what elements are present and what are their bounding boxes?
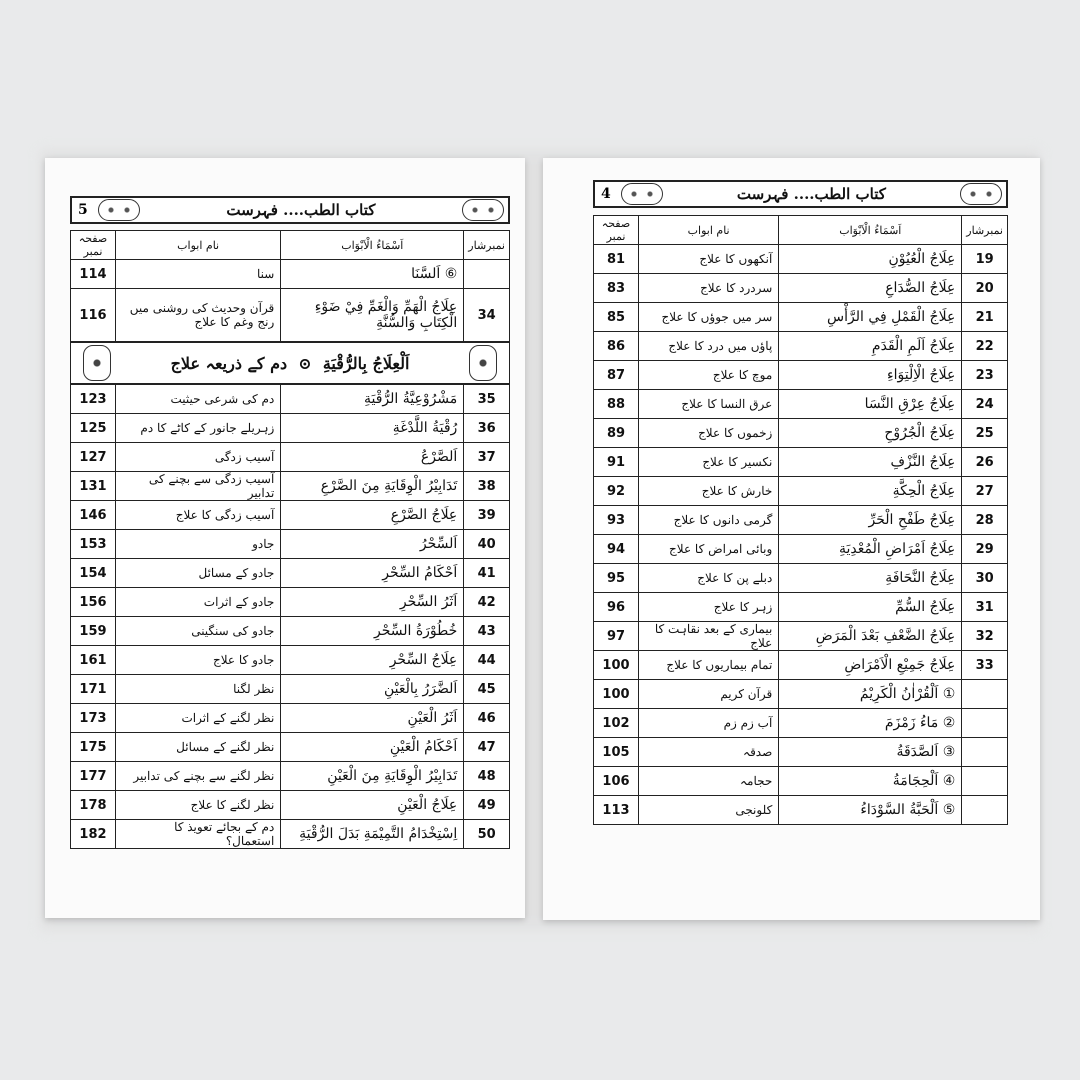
row-urdu-title: آنکھوں کا علاج: [639, 245, 779, 274]
page-header: [593, 180, 1008, 208]
row-number: 37: [464, 443, 510, 472]
table-row: [71, 762, 510, 791]
row-urdu-title: نظر لگنے کے مسائل: [116, 733, 281, 762]
table-row: [594, 738, 1008, 767]
row-arabic-title: ④ اَلْحِجَامَةُ: [779, 767, 962, 796]
row-arabic-title: عِلَاجُ عِرْقِ النَّسَا: [779, 390, 962, 419]
table-row: [594, 651, 1008, 680]
row-number: 26: [962, 448, 1008, 477]
table-row: [594, 506, 1008, 535]
row-urdu-title: سنا: [116, 260, 281, 289]
table-row: [71, 559, 510, 588]
row-arabic-title: تَدَابِيْرُ الْوِقَايَةِ مِنَ الْعَيْنِ: [281, 762, 464, 791]
row-urdu-title: جادو کے اثرات: [116, 588, 281, 617]
row-urdu-title: جادو کی سنگینی: [116, 617, 281, 646]
row-urdu-title: جادو کا علاج: [116, 646, 281, 675]
table-row: [594, 361, 1008, 390]
row-arabic-title: عِلَاجُ السُّمِّ: [779, 593, 962, 622]
page-4: [543, 158, 1040, 920]
row-urdu-title: کلونجی: [639, 796, 779, 825]
row-page-number: 161: [71, 646, 116, 675]
row-page-number: 83: [594, 274, 639, 303]
row-number: 47: [464, 733, 510, 762]
row-number: 21: [962, 303, 1008, 332]
row-arabic-title: عِلَاجُ الْعُيُوْنِ: [779, 245, 962, 274]
row-page-number: 105: [594, 738, 639, 767]
row-number: 49: [464, 791, 510, 820]
table-header-row: [71, 231, 510, 260]
ornament-icon: [960, 183, 1002, 205]
row-number: 42: [464, 588, 510, 617]
row-arabic-title: رُقْيَةُ اللَّدْغَةِ: [281, 414, 464, 443]
row-page-number: 131: [71, 472, 116, 501]
row-page-number: 125: [71, 414, 116, 443]
row-urdu-title: تمام بیماریوں کا علاج: [639, 651, 779, 680]
row-urdu-title: سردرد کا علاج: [639, 274, 779, 303]
table-row: [71, 617, 510, 646]
row-urdu-title: صدقہ: [639, 738, 779, 767]
row-page-number: 173: [71, 704, 116, 733]
row-arabic-title: عِلَاجُ اَمْرَاضِ الْمُعْدِيَةِ: [779, 535, 962, 564]
row-page-number: 178: [71, 791, 116, 820]
row-urdu-title: عرق النسا کا علاج: [639, 390, 779, 419]
col-urdu: نام ابواب: [116, 231, 281, 260]
row-number: [962, 738, 1008, 767]
table-row: [594, 448, 1008, 477]
banner-arabic: اَلْعِلَاجُ بِالرُّقْيَةِ: [322, 353, 410, 373]
table-row: [71, 791, 510, 820]
row-page-number: 127: [71, 443, 116, 472]
row-page-number: 100: [594, 651, 639, 680]
banner-separator: ⊙: [298, 353, 312, 373]
row-number: 28: [962, 506, 1008, 535]
row-page-number: 86: [594, 332, 639, 361]
row-arabic-title: ⑤ اَلْحَبَّةُ السَّوْدَاءُ: [779, 796, 962, 825]
row-urdu-title: جادو: [116, 530, 281, 559]
table-row: [71, 443, 510, 472]
table-row: [71, 733, 510, 762]
row-urdu-title: گرمی دانوں کا علاج: [639, 506, 779, 535]
row-arabic-title: عِلَاجُ الْاِلْتِوَاءِ: [779, 361, 962, 390]
row-arabic-title: ① اَلْقُرْاٰنُ الْكَرِيْمُ: [779, 680, 962, 709]
row-arabic-title: تَدَابِيْرُ الْوِقَايَةِ مِنَ الصَّرْعِ: [281, 472, 464, 501]
row-arabic-title: اَلسِّحْرُ: [281, 530, 464, 559]
row-arabic-title: اَلضَّرَرُ بِالْعَيْنِ: [281, 675, 464, 704]
row-page-number: 159: [71, 617, 116, 646]
ornament-icon: [98, 199, 140, 221]
row-page-number: 146: [71, 501, 116, 530]
col-num: نمبرشار: [464, 231, 510, 260]
table-row: [71, 675, 510, 704]
row-number: 44: [464, 646, 510, 675]
row-number: 22: [962, 332, 1008, 361]
row-urdu-title: آسیب زدگی: [116, 443, 281, 472]
contents-table: [593, 215, 1008, 825]
row-number: 30: [962, 564, 1008, 593]
table-row: [71, 704, 510, 733]
row-number: 43: [464, 617, 510, 646]
page-number: 5: [78, 202, 88, 218]
row-page-number: 88: [594, 390, 639, 419]
row-page-number: 94: [594, 535, 639, 564]
row-urdu-title: زہریلے جانور کے کاٹے کا دم: [116, 414, 281, 443]
row-urdu-title: پاؤں میں درد کا علاج: [639, 332, 779, 361]
row-page-number: 114: [71, 260, 116, 289]
table-row: [594, 593, 1008, 622]
row-arabic-title: اَلصَّرْعُ: [281, 443, 464, 472]
row-number: [962, 709, 1008, 738]
row-urdu-title: وبائی امراض کا علاج: [639, 535, 779, 564]
row-number: 25: [962, 419, 1008, 448]
row-urdu-title: خارش کا علاج: [639, 477, 779, 506]
row-urdu-title: نکسیر کا علاج: [639, 448, 779, 477]
row-page-number: 95: [594, 564, 639, 593]
table-header-row: [594, 216, 1008, 245]
row-page-number: 177: [71, 762, 116, 791]
row-number: 20: [962, 274, 1008, 303]
row-number: 34: [464, 289, 510, 343]
row-page-number: 91: [594, 448, 639, 477]
row-arabic-title: عِلَاجُ النَّحَافَةِ: [779, 564, 962, 593]
row-urdu-title: سر میں جوؤں کا علاج: [639, 303, 779, 332]
table-row: [594, 245, 1008, 274]
table-row: [594, 564, 1008, 593]
row-arabic-title: اِسْتِخْدَامُ التَّمِيْمَةِ بَدَلَ الرُّقْيَةِ: [281, 820, 464, 849]
row-page-number: 156: [71, 588, 116, 617]
row-arabic-title: عِلَاجُ النَّزْفِ: [779, 448, 962, 477]
ornament-icon: [621, 183, 663, 205]
table-row: [594, 622, 1008, 651]
row-arabic-title: عِلَاجُ الْحِكَّةِ: [779, 477, 962, 506]
ornament-icon: [462, 199, 504, 221]
row-arabic-title: ⑥ اَلسَّنَا: [281, 260, 464, 289]
table-row: [71, 530, 510, 559]
ornament-icon: [469, 345, 497, 381]
row-page-number: 96: [594, 593, 639, 622]
row-page-number: 116: [71, 289, 116, 343]
row-number: 38: [464, 472, 510, 501]
row-number: [962, 796, 1008, 825]
row-arabic-title: عِلَاجُ طَفْحِ الْحَرِّ: [779, 506, 962, 535]
row-arabic-title: عِلَاجُ جَمِيْعِ الْاَمْرَاضِ: [779, 651, 962, 680]
table-row: [71, 289, 510, 343]
row-urdu-title: آسیب زدگی سے بچنے کی تدابیر: [116, 472, 281, 501]
row-arabic-title: اَحْكَامُ السِّحْرِ: [281, 559, 464, 588]
row-number: 32: [962, 622, 1008, 651]
table-row: [594, 332, 1008, 361]
row-urdu-title: موچ کا علاج: [639, 361, 779, 390]
table-row: [71, 414, 510, 443]
row-number: [464, 260, 510, 289]
row-number: 19: [962, 245, 1008, 274]
table-row: [594, 535, 1008, 564]
header-title: کتاب الطب.... فہرست: [736, 185, 886, 203]
row-number: 41: [464, 559, 510, 588]
col-num: نمبرشار: [962, 216, 1008, 245]
row-number: 50: [464, 820, 510, 849]
row-arabic-title: عِلَاجُ اَلَمِ الْقَدَمِ: [779, 332, 962, 361]
banner-urdu: دم کے ذریعہ علاج: [170, 353, 288, 373]
page-5: [45, 158, 525, 918]
row-page-number: 93: [594, 506, 639, 535]
row-arabic-title: عِلَاجُ الضَّعْفِ بَعْدَ الْمَرَضِ: [779, 622, 962, 651]
table-row: [594, 419, 1008, 448]
row-urdu-title: دبلے پن کا علاج: [639, 564, 779, 593]
row-arabic-title: خُطُوْرَةُ السِّحْرِ: [281, 617, 464, 646]
row-urdu-title: زہر کا علاج: [639, 593, 779, 622]
row-number: 35: [464, 384, 510, 414]
row-page-number: 154: [71, 559, 116, 588]
table-row: [594, 796, 1008, 825]
row-urdu-title: حجامہ: [639, 767, 779, 796]
row-page-number: 113: [594, 796, 639, 825]
row-page-number: 171: [71, 675, 116, 704]
table-row: [594, 767, 1008, 796]
row-number: 46: [464, 704, 510, 733]
row-arabic-title: اَحْكَامُ الْعَيْنِ: [281, 733, 464, 762]
row-number: 45: [464, 675, 510, 704]
table-row: [71, 472, 510, 501]
row-urdu-title: دم کی شرعی حیثیت: [116, 384, 281, 414]
row-number: 31: [962, 593, 1008, 622]
table-row: [71, 588, 510, 617]
row-number: 33: [962, 651, 1008, 680]
row-page-number: 102: [594, 709, 639, 738]
row-arabic-title: عِلَاجُ الْجُرُوْحِ: [779, 419, 962, 448]
row-number: [962, 680, 1008, 709]
table-row: [71, 384, 510, 414]
col-arabic: اَسْمَاءُ الْاَبْوَاب: [779, 216, 962, 245]
table-row: [594, 709, 1008, 738]
row-urdu-title: آب زم زم: [639, 709, 779, 738]
row-urdu-title: بیماری کے بعد نقاہت کا علاج: [639, 622, 779, 651]
row-arabic-title: عِلَاجُ السِّحْرِ: [281, 646, 464, 675]
row-urdu-title: نظر لگنے کے اثرات: [116, 704, 281, 733]
ornament-icon: [83, 345, 111, 381]
row-urdu-title: زخموں کا علاج: [639, 419, 779, 448]
row-page-number: 81: [594, 245, 639, 274]
header-title: کتاب الطب.... فہرست: [226, 201, 376, 219]
col-page: صفحہ نمبر: [594, 216, 639, 245]
page-number: 4: [601, 186, 611, 202]
col-urdu: نام ابواب: [639, 216, 779, 245]
row-page-number: 123: [71, 384, 116, 414]
row-arabic-title: عِلَاجُ الْقَمْلِ فِي الرَّأْسِ: [779, 303, 962, 332]
page-header: [70, 196, 510, 224]
row-urdu-title: جادو کے مسائل: [116, 559, 281, 588]
row-arabic-title: عِلَاجُ الصُّدَاعِ: [779, 274, 962, 303]
table-row: [594, 274, 1008, 303]
row-page-number: 100: [594, 680, 639, 709]
table-row: [71, 646, 510, 675]
row-arabic-title: عِلَاجُ الْهَمِّ وَالْغَمِّ فِيْ ضَوْءِ الْكِتَابِ وَالسُّنَّةِ: [281, 289, 464, 343]
row-number: 23: [962, 361, 1008, 390]
row-arabic-title: اَثَرُ الْعَيْنِ: [281, 704, 464, 733]
row-page-number: 87: [594, 361, 639, 390]
col-arabic: اَسْمَاءُ الْاَبْوَاب: [281, 231, 464, 260]
row-number: 36: [464, 414, 510, 443]
table-row: [71, 260, 510, 289]
row-arabic-title: عِلَاجُ الْعَيْنِ: [281, 791, 464, 820]
contents-table: [70, 230, 510, 849]
row-urdu-title: نظر لگنے کا علاج: [116, 791, 281, 820]
row-page-number: 106: [594, 767, 639, 796]
row-page-number: 175: [71, 733, 116, 762]
row-number: 29: [962, 535, 1008, 564]
row-arabic-title: ② مَاءُ زَمْزَمَ: [779, 709, 962, 738]
row-page-number: 85: [594, 303, 639, 332]
row-number: 27: [962, 477, 1008, 506]
row-urdu-title: قرآن کریم: [639, 680, 779, 709]
row-page-number: 97: [594, 622, 639, 651]
row-arabic-title: اَثَرُ السِّحْرِ: [281, 588, 464, 617]
row-urdu-title: نظر لگنا: [116, 675, 281, 704]
row-page-number: 92: [594, 477, 639, 506]
table-row: [594, 477, 1008, 506]
row-urdu-title: قرآن وحدیث کی روشنی میں رنج وغم کا علاج: [116, 289, 281, 343]
section-banner: [71, 342, 510, 384]
row-urdu-title: دم کے بجائے تعویذ کا استعمال؟: [116, 820, 281, 849]
row-page-number: 153: [71, 530, 116, 559]
row-page-number: 182: [71, 820, 116, 849]
table-row: [71, 820, 510, 849]
row-arabic-title: مَشْرُوْعِيَّةُ الرُّقْيَةِ: [281, 384, 464, 414]
row-number: 48: [464, 762, 510, 791]
table-row: [594, 303, 1008, 332]
row-arabic-title: عِلَاجُ الصَّرْعِ: [281, 501, 464, 530]
table-row: [71, 501, 510, 530]
row-arabic-title: ③ اَلصَّدَقَةُ: [779, 738, 962, 767]
col-page: صفحہ نمبر: [71, 231, 116, 260]
row-number: 24: [962, 390, 1008, 419]
table-row: [594, 390, 1008, 419]
row-number: [962, 767, 1008, 796]
row-number: 40: [464, 530, 510, 559]
row-urdu-title: نظر لگنے سے بچنے کی تدابیر: [116, 762, 281, 791]
table-row: [594, 680, 1008, 709]
row-urdu-title: آسیب زدگی کا علاج: [116, 501, 281, 530]
row-number: 39: [464, 501, 510, 530]
row-page-number: 89: [594, 419, 639, 448]
